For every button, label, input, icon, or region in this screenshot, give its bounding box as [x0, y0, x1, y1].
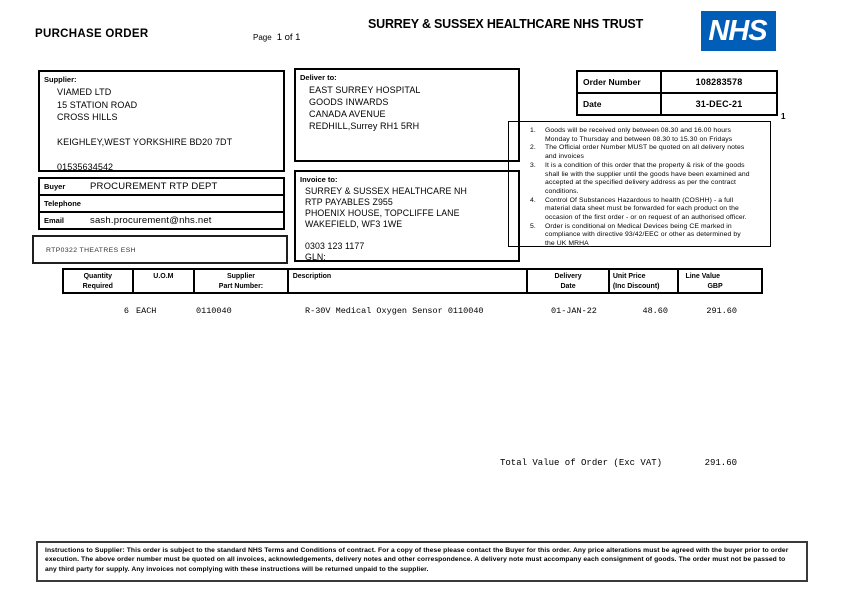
condition-item	[509, 144, 770, 161]
invoice-address-line: PHOENIX HOUSE, TOPCLIFFE LANE	[305, 208, 460, 218]
reference-box	[32, 235, 288, 264]
reference-text: RTP0322 THEATRES ESH	[46, 247, 136, 254]
header-cell-uom: U.O.M	[134, 270, 196, 292]
invoice-address-line: RTP PAYABLES Z955	[305, 197, 393, 207]
contact-rows	[38, 177, 285, 230]
line-item-line-value: 291.60	[706, 306, 737, 316]
header-cell-description: Description	[289, 270, 529, 292]
date-value: 31-DEC-21	[695, 99, 743, 109]
line-item-uom: EACH	[136, 306, 157, 316]
supplier-address-line: VIAMED LTD	[57, 87, 112, 97]
invoice-address-line	[305, 230, 518, 241]
line-item-description: R-30V Medical Oxygen Sensor 0110040	[305, 306, 484, 316]
condition-item	[509, 223, 770, 249]
condition-text: It is a condition of this order that the property & risk of the goods shall lie with the supplier until the goods have been examined and accepted at the specified delivery address as per the contract conditions.	[545, 161, 750, 195]
deliver-address-line: REDHILL,Surrey RH1 5RH	[309, 121, 420, 131]
line-item-part-number: 0110040	[196, 306, 232, 316]
buyer-value: PROCUREMENT RTP DEPT	[90, 181, 218, 192]
invoice-gln: GLN:	[305, 252, 326, 262]
line-item-quantity: 6	[123, 306, 129, 316]
footer-instructions-box	[36, 541, 808, 582]
buyer-label: Buyer	[44, 182, 66, 191]
invoice-address-line: WAKEFIELD, WF3 1WE	[305, 219, 403, 229]
conditions-box	[508, 121, 771, 247]
condition-text: Order is conditional on Medical Devices being CE marked in compliance with directive 93/42/EEC or other as determined by the UK MRHA	[545, 222, 741, 248]
total-value: 291.60	[704, 458, 737, 468]
page-value: 1 of 1	[276, 32, 301, 43]
condition-text: The Official order Number MUST be quoted on all delivery notes and invoices	[545, 144, 745, 161]
condition-item	[509, 127, 770, 144]
line-items-header	[62, 268, 763, 294]
condition-number: 3.	[530, 161, 536, 169]
page-title: PURCHASE ORDER	[35, 28, 149, 40]
supplier-address-line	[57, 149, 283, 162]
trust-name: SURREY & SUSSEX HEALTHCARE NHS TRUST	[368, 17, 644, 31]
order-number-value: 108283578	[695, 77, 743, 87]
total-label: Total Value of Order (Exc VAT)	[500, 458, 663, 468]
page-indicator	[253, 32, 300, 43]
email-label: Email	[44, 216, 65, 225]
supplier-box	[38, 70, 285, 172]
supplier-address-line: CROSS HILLS	[57, 112, 118, 122]
header-cell-part-number: Supplier Part Number:	[195, 270, 288, 292]
order-info-table	[576, 70, 778, 116]
order-number-label: Order Number	[578, 72, 662, 92]
supplier-address-line	[57, 124, 283, 137]
deliver-address-line: GOODS INWARDS	[309, 97, 389, 107]
supplier-address-line: KEIGHLEY,WEST YORKSHIRE BD20 7DT	[57, 137, 233, 147]
nhs-logo: NHS	[701, 11, 776, 51]
invoice-to-label: Invoice to:	[300, 175, 338, 184]
header-cell-delivery-date: Delivery Date	[528, 270, 610, 292]
condition-number: 2.	[530, 144, 536, 152]
deliver-to-label: Deliver to:	[300, 73, 337, 82]
supplier-label: Supplier:	[44, 75, 77, 84]
line-item-delivery-date: 01-JAN-22	[551, 306, 597, 316]
date-row	[578, 92, 776, 114]
page-marker: 1	[781, 112, 786, 121]
page-label: Page	[253, 33, 272, 42]
deliver-address-line: EAST SURREY HOSPITAL	[309, 85, 421, 95]
telephone-label: Telephone	[44, 199, 81, 208]
header-cell-unit-price: Unit Price (Inc Discount)	[610, 270, 680, 292]
invoice-phone: 0303 123 1177	[305, 241, 365, 251]
supplier-phone: 01535634542	[57, 162, 114, 172]
order-number-row	[578, 72, 776, 92]
deliver-to-box	[294, 68, 520, 162]
condition-text: Control Of Substances Hazardous to health (COSHH) - a full material data sheet must be forwarded for each product on the occasion of the first order - or on request of an authorised officer.	[545, 196, 747, 222]
condition-item	[509, 197, 770, 223]
date-label: Date	[578, 94, 662, 114]
invoice-address-line: SURREY & SUSSEX HEALTHCARE NH	[305, 186, 467, 196]
deliver-address-line: CANADA AVENUE	[309, 109, 386, 119]
footer-instructions-text: Instructions to Supplier: This order is subject to the standard NHS Terms and Conditions of contract. For a copy of these please contact the Buyer for this order. Any price alterations must be agreed with the buyer prior to order execution. The above order number must be quoted on all invoices, acknowledgements, delivery notes and other correspondence. A delivery note must accompany each consignment of goods. The order must not be passed to any third party for supply. Any invoices not complying with these instructions will be returned unpaid to the supplier.	[45, 547, 789, 573]
line-item-unit-price: 48.60	[642, 306, 668, 316]
condition-text: Goods will be received only between 08.30 and 16.00 hours Monday to Thursday and between 08.30 to 15.30 on Fridays	[545, 127, 733, 143]
invoice-to-box	[294, 170, 520, 262]
condition-number: 4.	[530, 196, 536, 204]
header-cell-line-value: Line Value GBP	[685, 273, 723, 290]
email-value: sash.procurement@nhs.net	[90, 215, 212, 226]
supplier-address-line: 15 STATION ROAD	[57, 99, 138, 110]
condition-number: 1.	[530, 127, 536, 134]
email-row	[38, 211, 285, 230]
condition-item	[509, 162, 770, 197]
condition-number: 5.	[530, 222, 536, 230]
header-cell-quantity: Quantity Required	[64, 270, 134, 292]
